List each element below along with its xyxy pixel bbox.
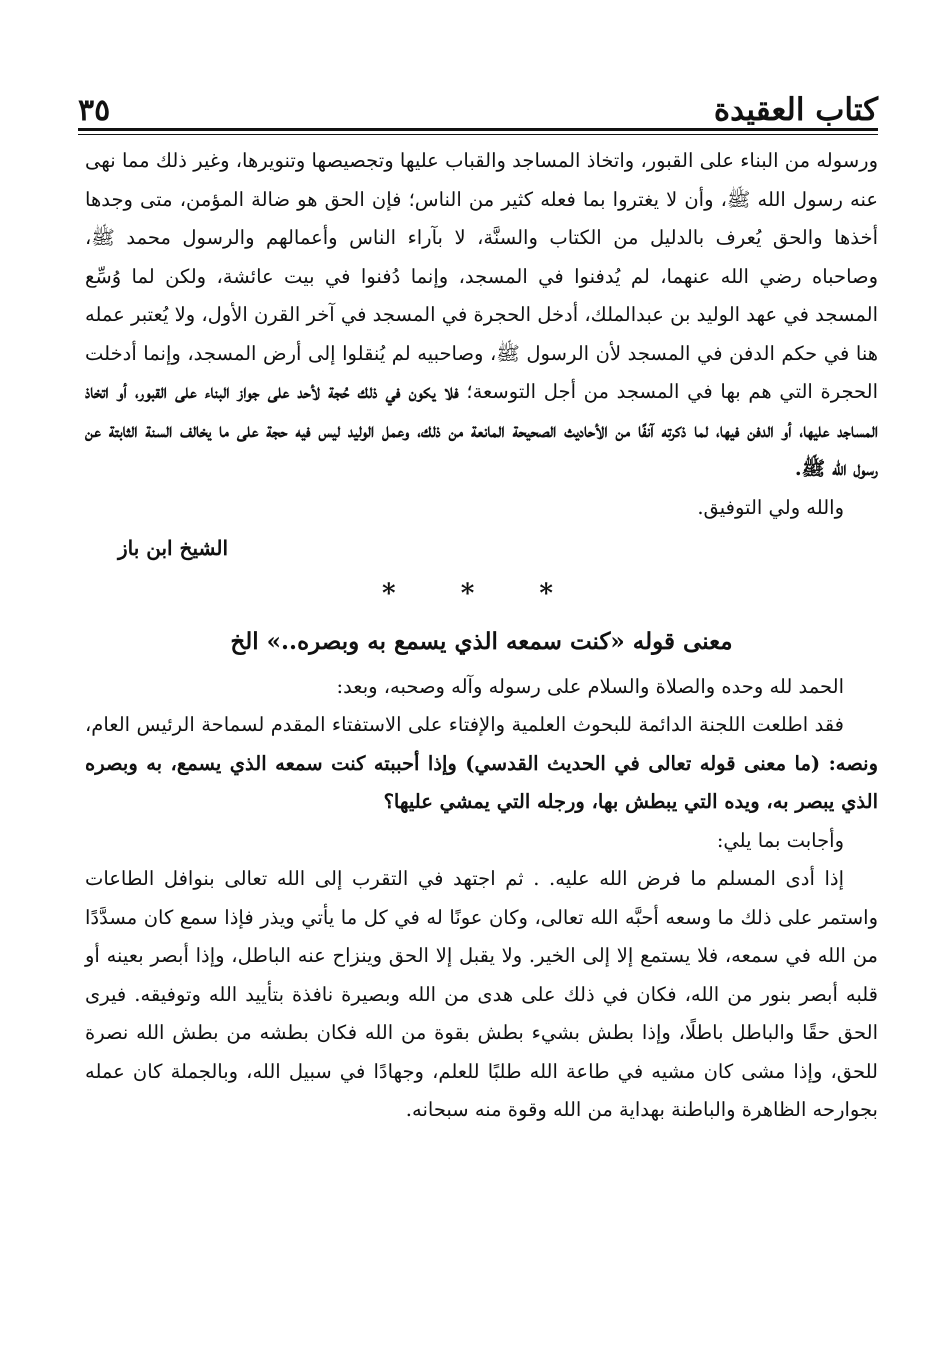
- body-paragraph: [85, 142, 878, 489]
- opening-line: الحمد لله وحده والصلاة والسلام على رسوله وآله وصحبه، وبعد:: [336, 674, 844, 698]
- question-paragraph: [85, 706, 878, 822]
- closing-line: والله ولي التوفيق.: [697, 495, 844, 519]
- page-content: [85, 142, 878, 1130]
- paragraph-bold-text: فلا يكون في ذلك حُجة لأحد على جواز البناء على القبور، أو اتخاذ المساجد عليها، أو الدفن فيها، لما ذكرته آنفًا من الأحاديث الصحيحة المانعة من ذلك، وعمل الوليد ليس فيه حجة على ما يخالف السنة الثابتة عن رسول الله ﷺ.: [85, 380, 878, 480]
- page-header: [78, 80, 878, 126]
- page-number: ٣٥: [78, 93, 111, 128]
- question-text: فقد اطلعت اللجنة الدائمة للبحوث العلمية والإفتاء على الاستفتاء المقدم لسماحة الرئيس العام،: [85, 713, 844, 736]
- paragraph-text: ورسوله من البناء على القبور، واتخاذ المساجد والقباب عليها وتجصيصها وتنويرها، وغير ذلك مما نهى عنه رسول الله ﷺ، وأن لا يغتروا بما فعله كثير من الناس؛ فإن الحق هو ضالة المؤمن، متى وجدها أخذها والحق يُعرف بالدليل من الكتاب والسنَّة، لا بآراء الناس وأعمالهم والرسول محمد ﷺ، وصاحباه رضي الله عنهما، لم يُدفنوا في المسجد، وإنما دُفنوا في بيت عائشة، ولكن لما وُسِّع المسجد في عهد الوليد بن عبدالملك، أدخل الحجرة في المسجد في آخر القرن الأول، ولا يُعتبر عمله هنا في حكم الدفن في المسجد لأن الرسول ﷺ، وصاحبيه لم يُنقلوا إلى أرض المسجد، وإنما أدخلت الحجرة التي هم بها في المسجد من أجل التوسعة؛: [85, 149, 878, 403]
- book-title: كتاب العقيدة: [713, 92, 878, 128]
- answer-paragraph: إذا أدى المسلم ما فرض الله عليه. . ثم اجتهد في التقرب إلى الله تعالى بنوافل الطاعات واستمر على ذلك ما وسعه أحبَّه الله تعالى، وكان عونًا له في كل ما يأتي ويذر فإذا سمع كان مسدَّدًا من الله في سمعه، فلا يستمع إلا إلى الخير. ولا يقبل إلا الحق وينزاح عنه الباطل، وإذا أبصر بعينه أو قلبه أبصر بنور من الله، فكان في ذلك على هدى من الله وبصيرة نافذة بتأييد الله وتوفيقه. فيرى الحق حقًا والباطل باطلًا، وإذا بطش بشيء بطش بقوة من الله فكان بطشه من بطش الله نصرة للحق، وإذا مشى كان مشيه في طاعة الله طلبًا للعلم، وجهادًا في سبيل الله، وبالجملة كان عمله بجوارحه الظاهرة والباطنة بهداية من الله وقوة منه سبحانه.: [85, 867, 878, 1121]
- answer-intro: وأجابت بما يلي:: [716, 828, 844, 852]
- header-rule-thick: [78, 128, 878, 131]
- question-bold-text: ونصه: (ما معنى قوله تعالى في الحديث القدسي) وإذا أحببته كنت سمعه الذي يسمع، به وبصره الذي يبصر به، ويده التي يبطش بها، ورجله التي يمشي عليها؟: [85, 751, 878, 813]
- section-separator: * * *: [382, 578, 581, 609]
- signature: الشيخ ابن باز: [117, 536, 228, 560]
- section-title: معنى قوله «كنت سمعه الذي يسمع به وبصره..» الخ: [230, 627, 733, 655]
- header-rule-thin: [78, 134, 878, 135]
